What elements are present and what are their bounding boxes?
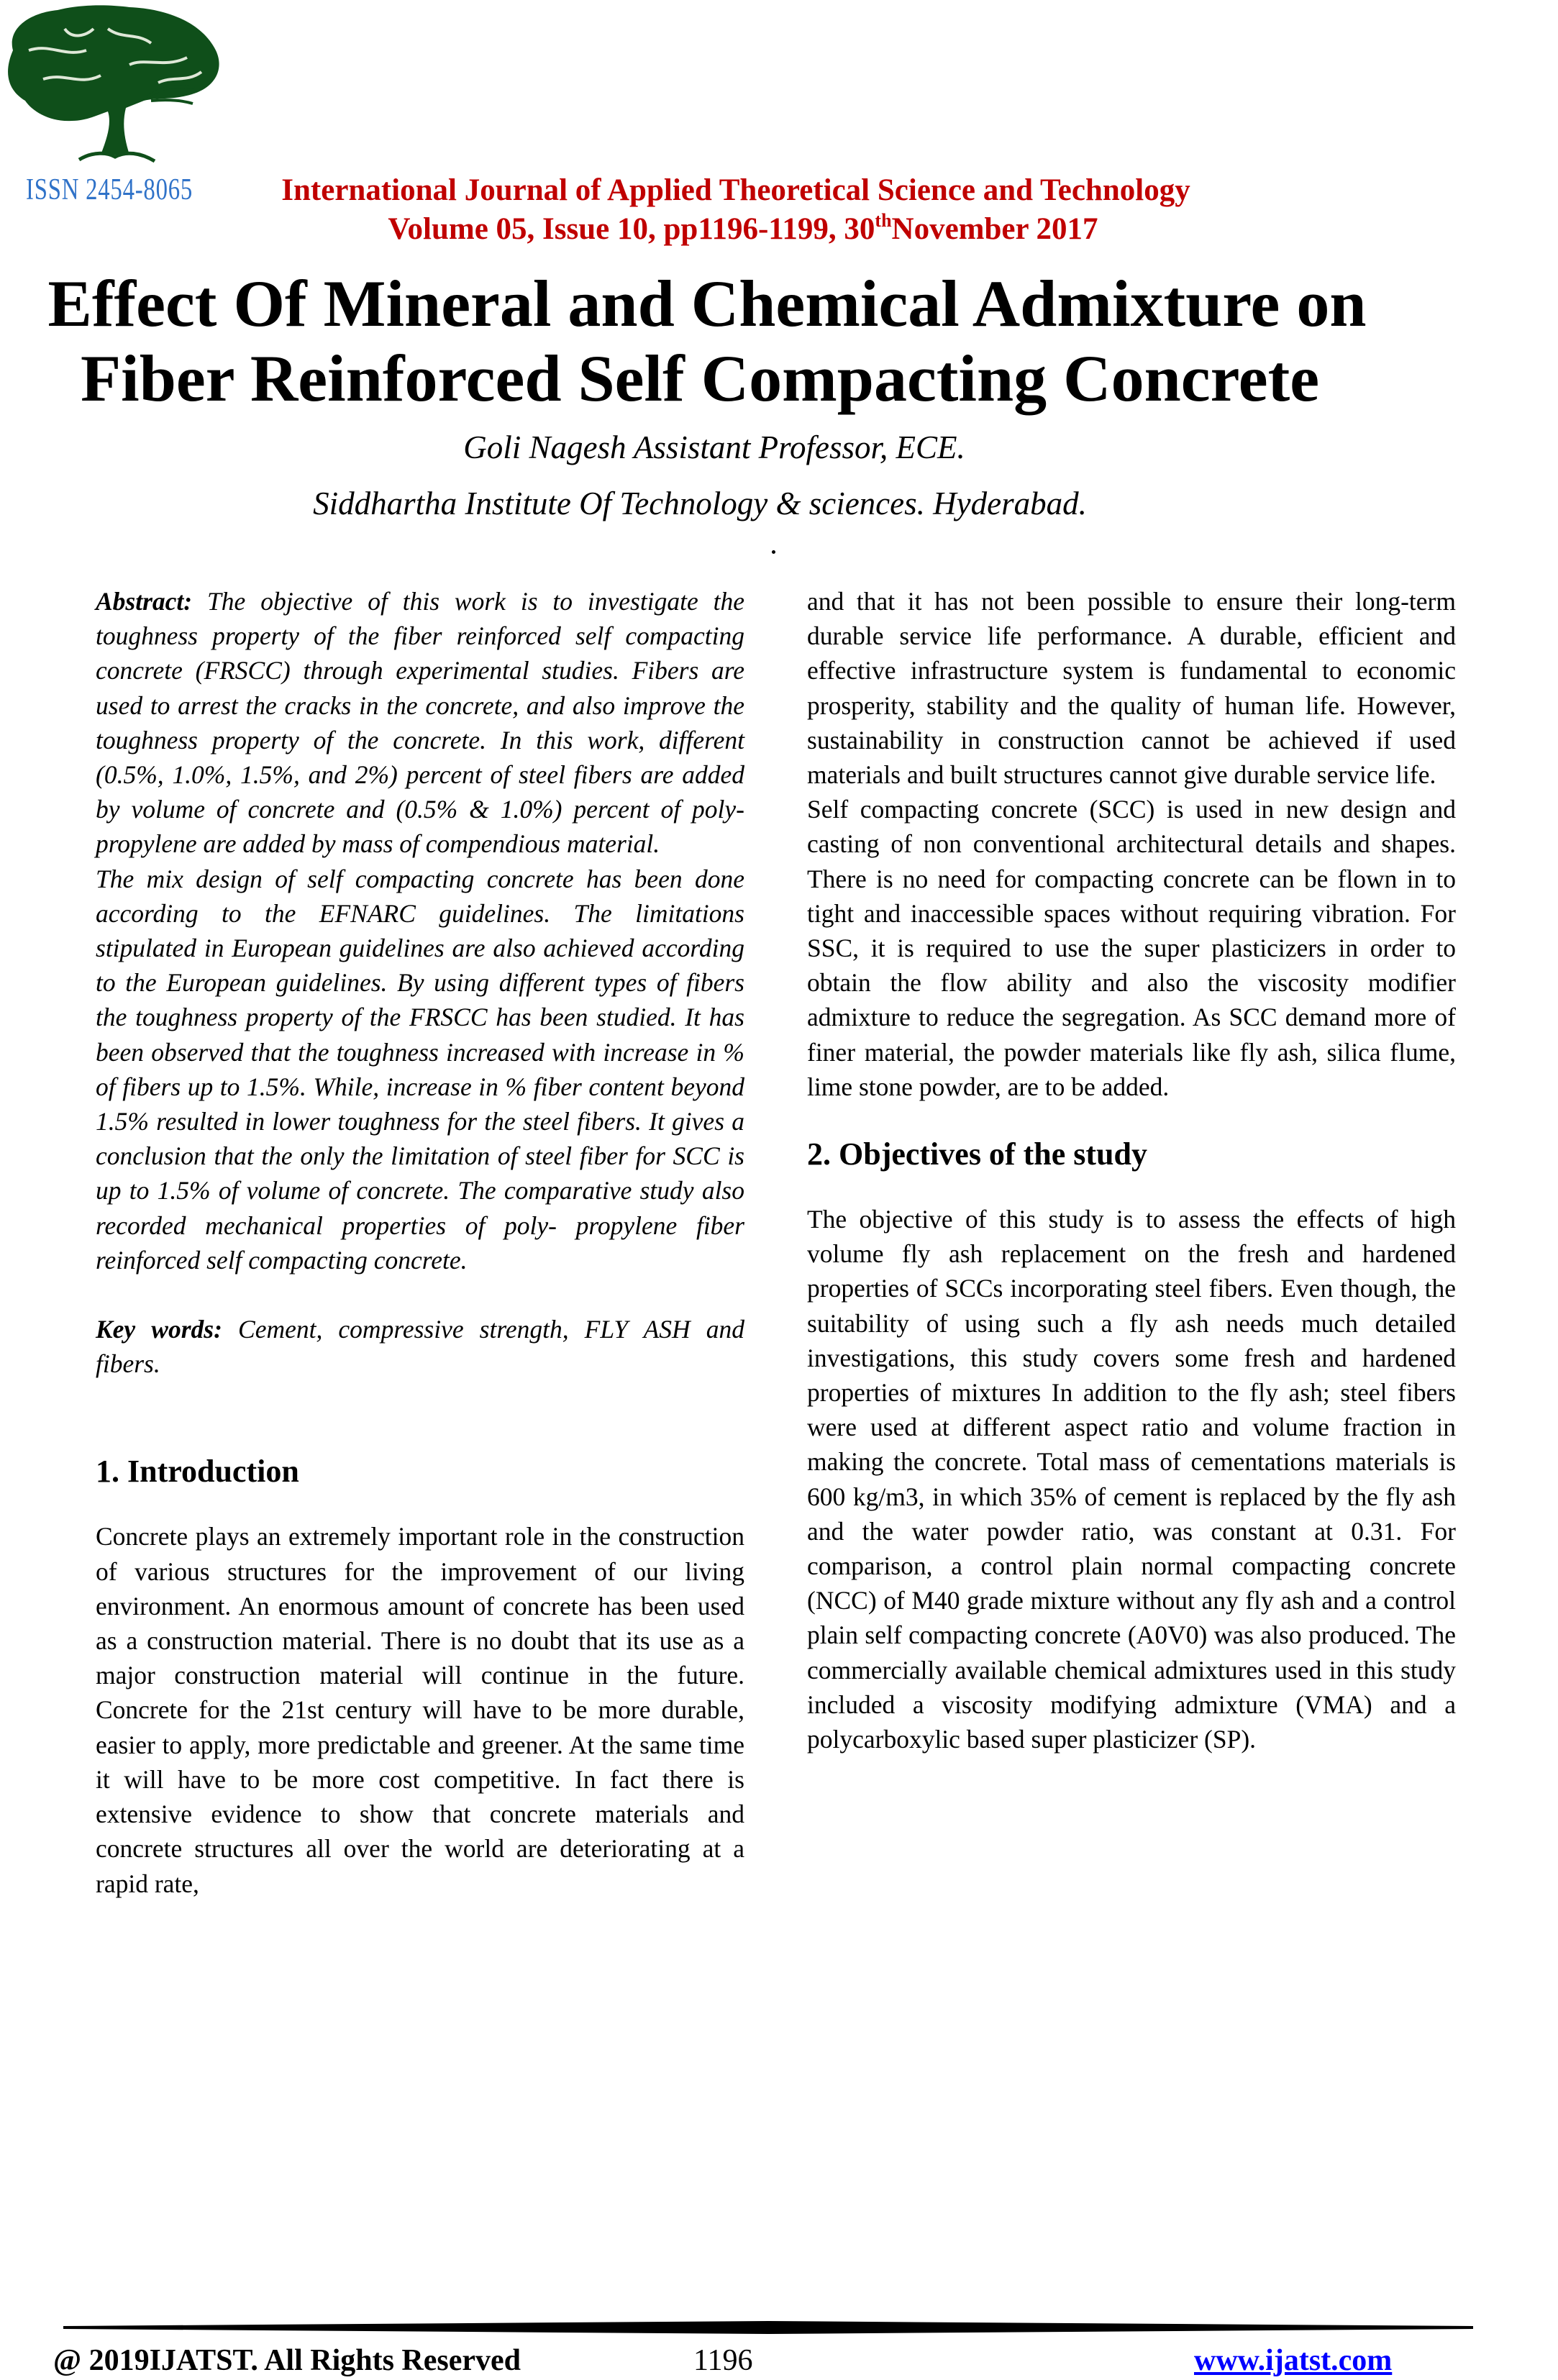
issue-line-sup: th (875, 210, 892, 231)
keywords-text: Cement, compressive strength, FLY ASH and fibers. (96, 1315, 744, 1379)
spacer (96, 1493, 744, 1519)
abstract-paragraph-1 (96, 584, 744, 862)
author-line: Goli Nagesh Assistant Professor, ECE. (463, 429, 965, 465)
keywords-label: Key words: (96, 1315, 222, 1344)
spacer (807, 1104, 1456, 1133)
issue-line (0, 211, 1522, 247)
abstract-label: Abstract: (96, 587, 193, 616)
paper-title-line-1: Effect Of Mineral and Chemical Admixture on (47, 267, 1367, 340)
spacer (96, 1381, 744, 1450)
spacer (807, 1176, 1456, 1202)
spacer (96, 1277, 744, 1312)
issn-label: ISSN 2454-8065 (26, 173, 193, 206)
introduction-paragraph-1: Concrete plays an extremely important role in the construction of various structures for the improvement of our living environment. An enormous amount of concrete has been used as a construction material. There is no doubt that its use as a major construction material will continue in the future. Concrete for the 21st century will have to be more durable, easier to apply, more predictable and greener. At the same time it will have to be more cost competitive. In fact there is extensive evidence to show that concrete materials and concrete structures all over the world are deteriorating at a rapid rate, (96, 1522, 744, 1898)
section-heading-objectives: 2. Objectives of the study (807, 1136, 1147, 1172)
paper-title-line-2: Fiber Reinforced Self Compacting Concrete (80, 342, 1320, 415)
footer-page-number: 1196 (693, 2344, 753, 2377)
footer-website-link[interactable]: www.ijatst.com (1194, 2344, 1393, 2377)
right-column (807, 584, 1456, 1756)
left-column (96, 584, 744, 1901)
tree-brain-icon (0, 0, 230, 173)
abstract-paragraph-2: The mix design of self compacting concrete has been done according to the EFNARC guidelines. The limitations stipulated in European guidelines are also achieved according to the European guidelines. By using different types of fibers the toughness property of the FRSCC has been studied. It has been observed that the toughness increased with increase in % of fibers up to 1.5%. While, increase in % fiber content beyond 1.5% resulted in lower toughness for the steel fibers. It gives a conclusion that the only the limitation of steel fiber for SCC is up to 1.5% of volume of concrete. The comparative study also recorded mechanical properties of poly- propylene fiber reinforced self compacting concrete. (96, 864, 744, 1275)
issue-line-suffix: November 2017 (891, 212, 1098, 246)
introduction-paragraph-2: and that it has not been possible to ensure their long-term durable service life performance. A durable, efficient and effective infrastructure system is fundamental to economic prosperity, stability and the quality of human life. However, sustainability in construction cannot be achieved if used materials and built structures cannot give durable service life. (807, 587, 1456, 790)
footer-divider (63, 2321, 1473, 2334)
objectives-paragraph-1: The objective of this study is to assess the effects of high volume fly ash replacement on the fresh and hardened properties of SCCs incorporating steel fibers. Even though, the suitability of using such a fly ash needs much detailed investigations, this study covers some fresh and hardened properties of mixtures In addition to the fly ash; steel fibers were used at different aspect ratio and volume fraction in making the concrete. Total mass of cementations materials is 600 kg/m3, in which 35% of cement is replaced by the fly ash and the water powder ratio, was constant at 0.31. For comparison, a control plain normal compacting concrete (NCC) of M40 grade mixture without any fly ash and a control plain self compacting concrete (A0V0) was also produced. The commercially available chemical admixtures used in this study included a viscosity modifying admixture (VMA) and a polycarboxylic based super plasticizer (SP). (807, 1205, 1456, 1754)
separator-dot (772, 550, 775, 554)
footer-copyright: @ 2019IJATST. All Rights Reserved (53, 2344, 521, 2377)
abstract-text-1: The objective of this work is to investigate the toughness property of the fiber reinforced self compacting concrete (FRSCC) through experimental studies. Fibers are used to arrest the cracks in the concrete, and also improve the toughness property of the concrete. In this work, different (0.5%, 1.0%, 1.5%, and 2%) percent of steel fibers are added by volume of concrete and (0.5% & 1.0%) percent of poly-propylene are added by mass of compendious material. (96, 587, 744, 859)
introduction-paragraph-3: Self compacting concrete (SCC) is used in new design and casting of non conventional architectural details and shapes. There is no need for compacting concrete can be flown in to tight and inaccessible spaces without requiring vibration. For SSC, it is required to use the super plasticizers in order to obtain the flow ability and also the viscosity modifier admixture to reduce the segregation. As SCC demand more of finer material, the powder materials like fly ash, silica flume, lime stone powder, are to be added. (807, 795, 1456, 1101)
affiliation-line: Siddhartha Institute Of Technology & sciences. Hyderabad. (313, 485, 1087, 521)
section-heading-introduction: 1. Introduction (96, 1454, 299, 1490)
issue-line-prefix: Volume 05, Issue 10, pp1196-1199, 30 (388, 212, 875, 246)
journal-name: International Journal of Applied Theoretical Science and Technology (281, 173, 1190, 207)
keywords (96, 1312, 744, 1381)
